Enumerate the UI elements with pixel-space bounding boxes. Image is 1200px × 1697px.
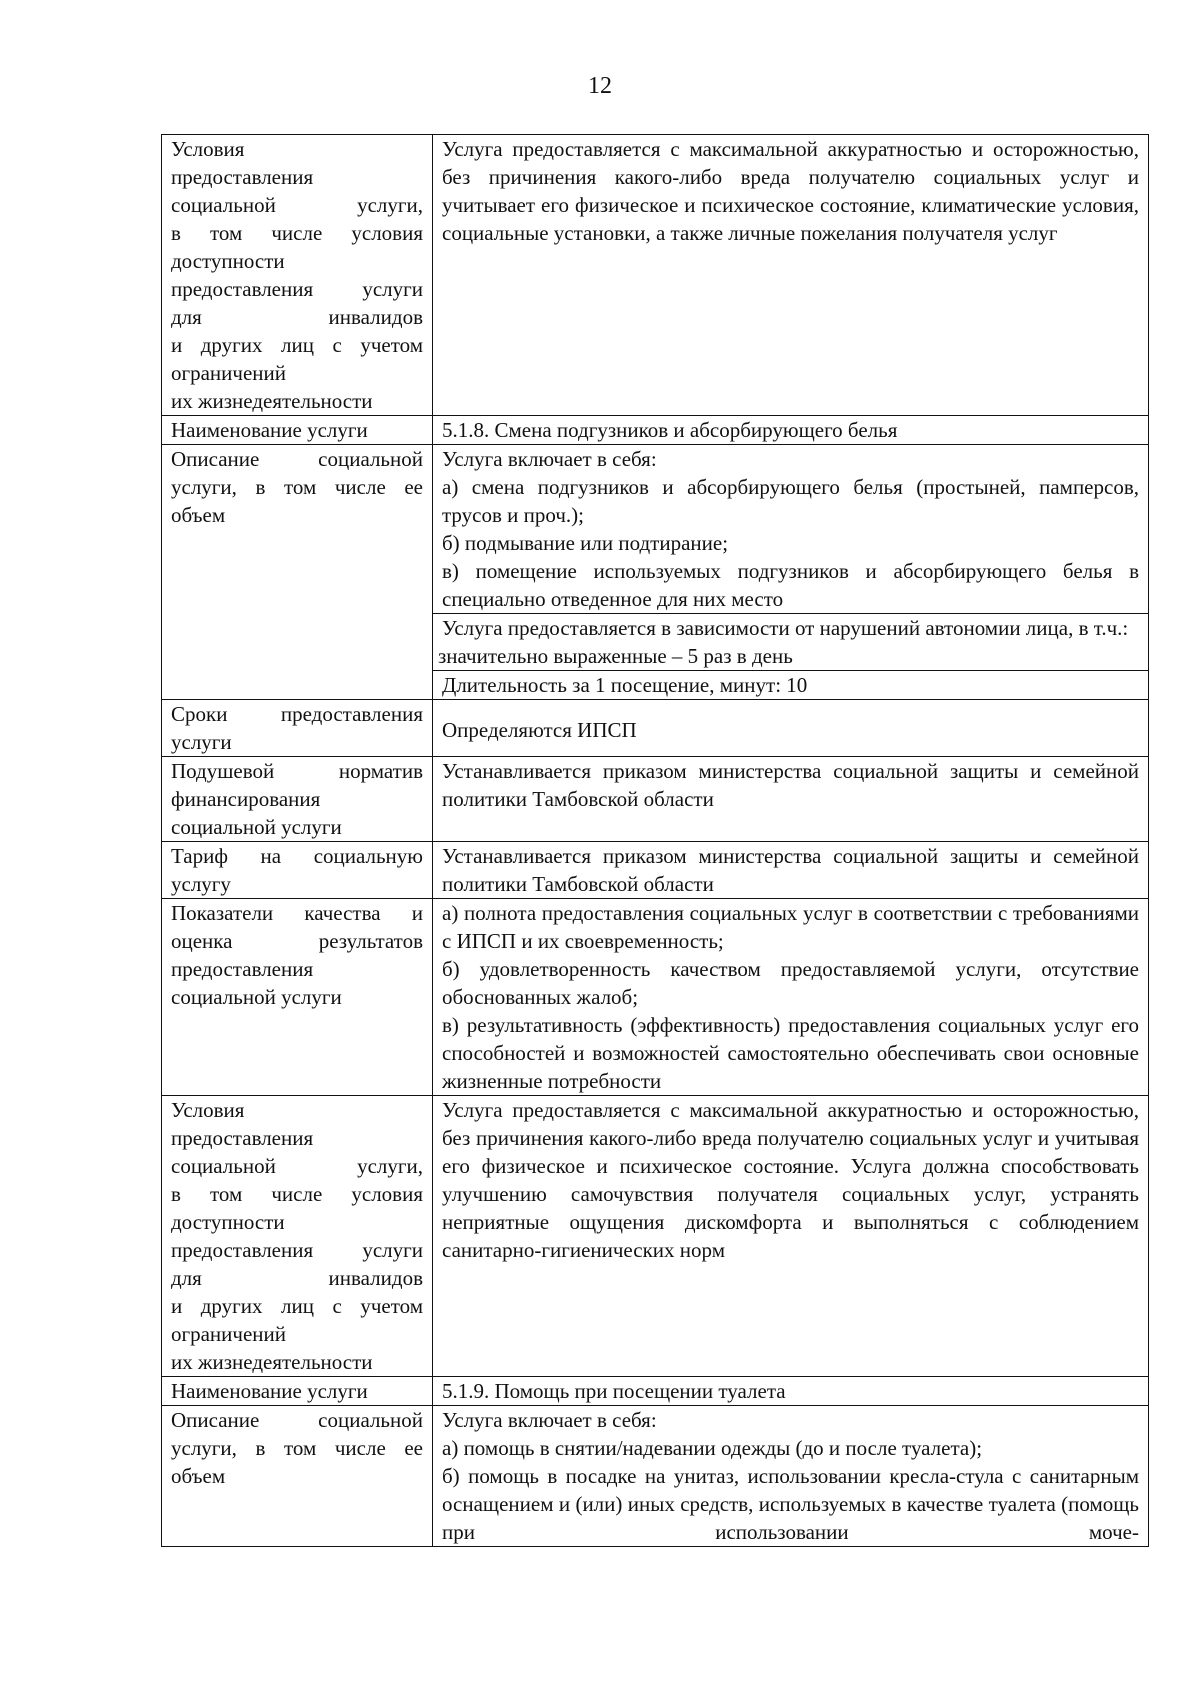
label-line: их жизнедеятельности [171, 389, 373, 413]
row-label-terms: Сроки предоставления услуги [162, 700, 433, 757]
description-line: Услуга включает в себя: [442, 1408, 657, 1432]
label-line: и других лиц с учетом [171, 1294, 423, 1318]
label-line: в том числе условия [171, 1182, 423, 1206]
label-line: предоставления [171, 165, 314, 189]
frequency-line: значительно выраженные – 5 раз в день [438, 644, 793, 668]
row-value-service-name: 5.1.9. Помощь при посещении туалета [433, 1377, 1149, 1406]
row-label-conditions [162, 135, 433, 416]
label-line: доступности [171, 249, 285, 273]
table-row [162, 842, 1149, 899]
row-label-service-name: Наименование услуги [162, 416, 433, 445]
row-label-description: Описание социальной услуги, в том числе ее объем [162, 1406, 433, 1547]
table-row [162, 757, 1149, 842]
label-line: ограничений [171, 1322, 287, 1346]
table-row [162, 416, 1149, 445]
label-line: в том числе условия [171, 221, 423, 245]
label-line: предоставления услуги [171, 277, 423, 301]
row-value-description [433, 445, 1149, 614]
description-line: а) помощь в снятии/надевании одежды (до и после туалета); [442, 1436, 983, 1460]
description-line: Услуга включает в себя: [442, 447, 657, 471]
label-line: и других лиц с учетом [171, 333, 423, 357]
frequency-line: Услуга предоставляется в зависимости от нарушений автономии лица, в т.ч.: [442, 616, 1129, 640]
table-row [162, 445, 1149, 614]
description-line: б) подмывание или подтирание; [442, 531, 729, 555]
quality-line: а) полнота предоставления социальных услуг в соответствии с требованиями с ИПСП и их своевременность; [442, 901, 1139, 953]
row-value-terms: Определяются ИПСП [433, 700, 1149, 757]
description-line: в) помещение используемых подгузников и абсорбирующего белья в специально отведенное для них место [442, 559, 1139, 611]
table-row [162, 1377, 1149, 1406]
quality-line: б) удовлетворенность качеством предоставляемой услуги, отсутствие обоснованных жалоб; [442, 957, 1139, 1009]
row-value-frequency [433, 614, 1149, 671]
service-table [161, 134, 1149, 1547]
description-line: а) смена подгузников и абсорбирующего белья (простыней, памперсов, трусов и проч.); [442, 475, 1139, 527]
table-row [162, 135, 1149, 416]
row-value-conditions: Услуга предоставляется с максимальной аккуратностью и осторожностью, без причинения какого-либо вреда получателю социальных услуг и учитывает его физическое и психическое состояние, климатические условия, социальные установки, а также личные пожелания получателя услуг [433, 135, 1149, 416]
label-line: предоставления услуги [171, 1238, 423, 1262]
row-label-tariff: Тариф на социальную услугу [162, 842, 433, 899]
row-label-quality: Показатели качества и оценка результатов предоставления социальной услуги [162, 899, 433, 1096]
row-value-tariff: Устанавливается приказом министерства социальной защиты и семейной политики Тамбовской области [433, 842, 1149, 899]
label-line: Условия [171, 1098, 245, 1122]
row-value-description [433, 1406, 1149, 1547]
row-label-conditions [162, 1096, 433, 1377]
row-value-service-name: 5.1.8. Смена подгузников и абсорбирующего белья [433, 416, 1149, 445]
table-row [162, 700, 1149, 757]
label-line: социальной услуги, [171, 193, 423, 217]
row-value-quality [433, 899, 1149, 1096]
label-line: доступности [171, 1210, 285, 1234]
quality-line: в) результативность (эффективность) предоставления социальных услуг его способностей и возможностей самостоятельно обеспечивать свои основные жизненные потребности [442, 1013, 1139, 1093]
label-line: ограничений [171, 361, 287, 385]
label-line: для инвалидов [171, 305, 423, 329]
description-line: б) помощь в посадке на унитаз, использовании кресла-стула с санитарным оснащением и (или) иных средств, используемых в качестве туалета (помощь при использовании моче- [442, 1464, 1139, 1544]
row-label-description: Описание социальной услуги, в том числе ее объем [162, 445, 433, 700]
label-line: социальной услуги, [171, 1154, 423, 1178]
table-row [162, 1096, 1149, 1377]
label-line: предоставления [171, 1126, 314, 1150]
label-line: для инвалидов [171, 1266, 423, 1290]
table-row [162, 1406, 1149, 1547]
row-label-financing-norm: Подушевой норматив финансирования социальной услуги [162, 757, 433, 842]
table-row [162, 899, 1149, 1096]
page-number: 12 [588, 73, 612, 99]
label-line: Условия [171, 137, 245, 161]
row-value-duration: Длительность за 1 посещение, минут: 10 [433, 671, 1149, 700]
row-value-conditions: Услуга предоставляется с максимальной аккуратностью и осторожностью, без причинения какого-либо вреда получателю социальных услуг и учитывая его физическое и психическое состояние. Услуга должна способствовать улучшению самочувствия получателя социальных услуг, устранять неприятные ощущения дискомфорта и выполняться с соблюдением санитарно-гигиенических норм [433, 1096, 1149, 1377]
label-line: их жизнедеятельности [171, 1350, 373, 1374]
row-label-service-name: Наименование услуги [162, 1377, 433, 1406]
row-value-financing-norm: Устанавливается приказом министерства социальной защиты и семейной политики Тамбовской области [433, 757, 1149, 842]
